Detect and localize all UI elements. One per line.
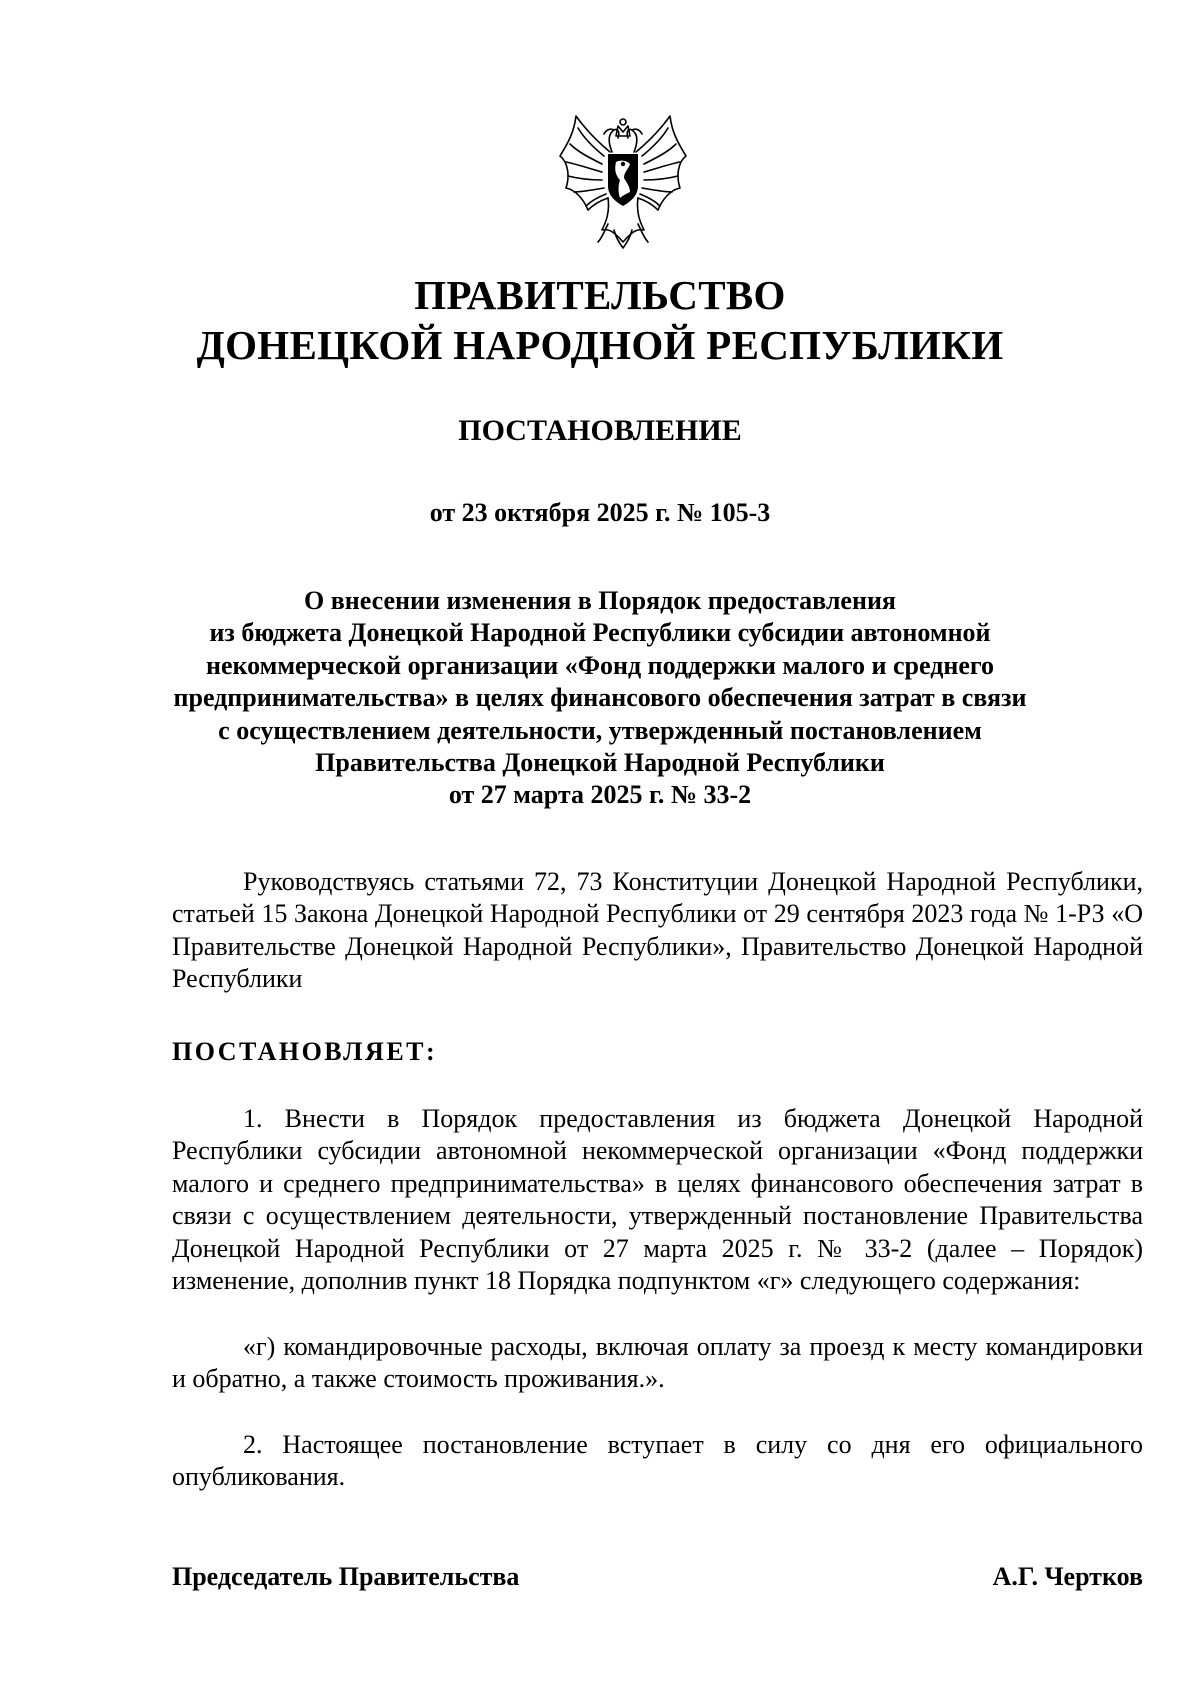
item-1-paragraph: 1. Внести в Порядок предоставления из бюджета Донецкой Народной Республики субсидии автономной некоммерческой организации «Фонд поддержки малого и среднего предпринимательства» в целях финансового обеспечения затрат в связи с осуществлением деятельности, утвержденный постановление Правительства Донецкой Народной Республики от 27 марта 2025 г. № 33-2 (далее – Порядок) изменение, дополнив пункт 18 Порядка подпунктом «г» следующего содержания: [172,1104,1143,1296]
item-2-paragraph: 2. Настоящее постановление вступает в силу со дня его официального опубликования. [172,1430,1143,1492]
item-1-subpoint-g: «г) командировочные расходы, включая оплату за проезд к месту командировки и обратно, а также стоимость проживания.». [172,1332,1143,1394]
coat-of-arms-icon [558,112,688,254]
signatory-position: Председатель Правительства [172,1562,520,1591]
government-title-line-2: ДОНЕЦКОЙ НАРОДНОЙ РЕСПУБЛИКИ [196,322,1004,368]
document-type: ПОСТАНОВЛЕНИЕ [458,414,742,447]
subject-line: предпринимательства» в целях финансового обеспечения затрат в связи [173,683,1027,713]
subject-line: от 27 марта 2025 г. № 33-2 [448,780,752,810]
subject-line: О внесении изменения в Порядок предоставления [304,586,896,615]
preamble-paragraph: Руководствуясь статьями 72, 73 Конституции Донецкой Народной Республики, статьей 15 Закона Донецкой Народной Республики от 29 сентября 2023 года № 1-РЗ «О Правительстве Донецкой Народной Республики», Правительство Донецкой Народной Республики [172,867,1143,994]
government-title-line-1: ПРАВИТЕЛЬСТВО [414,272,786,318]
subject-line: из бюджета Донецкой Народной Республики субсидии автономной [209,618,991,648]
document-subject [170,585,1030,812]
subject-line: Правительства Донецкой Народной Республики [315,748,885,778]
government-title [170,270,1030,370]
signatory-name: А.Г. Чертков [992,1562,1143,1591]
document-date-number: от 23 октября 2025 г. № 105-3 [429,498,771,527]
subject-line: с осуществлением деятельности, утвержденный постановлением [218,715,982,745]
decree-heading: ПОСТАНОВЛЯЕТ: [172,1037,438,1066]
subject-line: некоммерческой организации «Фонд поддержки малого и среднего [205,650,995,680]
